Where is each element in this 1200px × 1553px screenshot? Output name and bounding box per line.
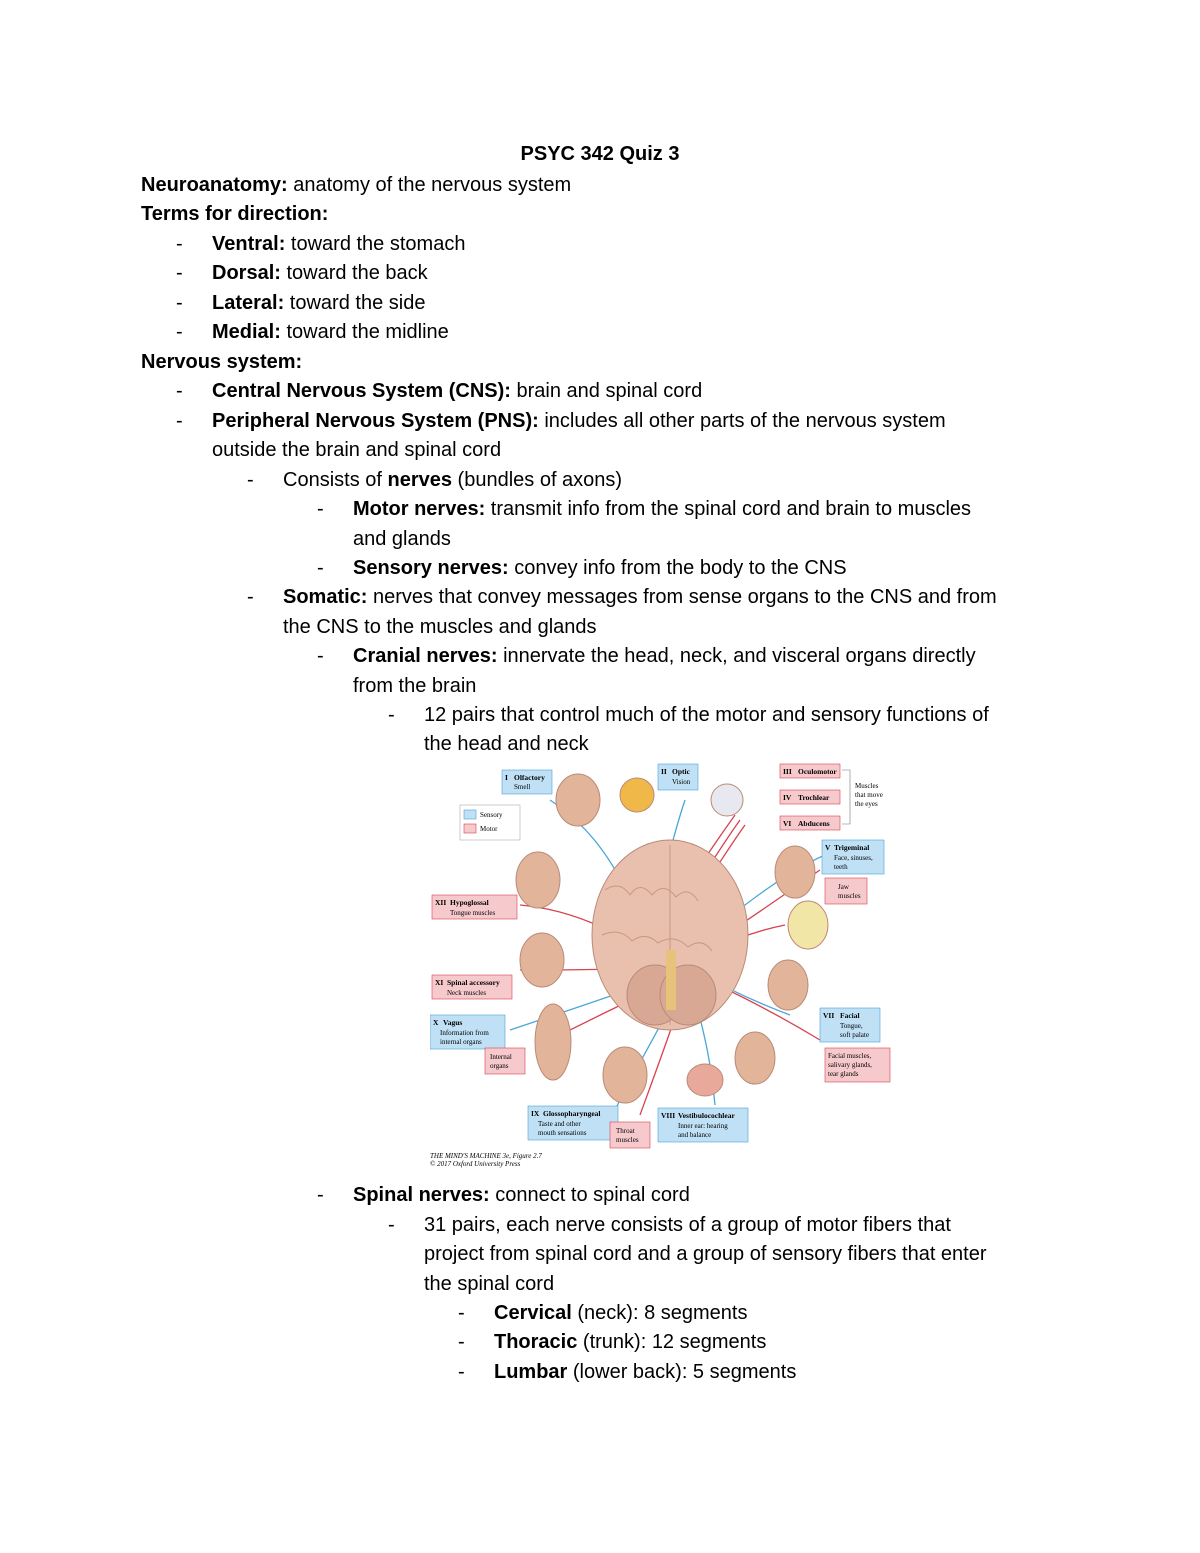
- bullet-dash: -: [388, 704, 395, 726]
- nerve-number: VII: [823, 1011, 835, 1020]
- nerve-number: III: [783, 767, 792, 776]
- continuation: project from spinal cord and a group of sensory fibers that enter: [424, 1243, 987, 1265]
- bullet-dash: -: [317, 1184, 324, 1206]
- function-note: muscles: [838, 892, 861, 900]
- list-item: [212, 231, 465, 257]
- bullet-dash: -: [176, 292, 183, 314]
- term: Neuroanatomy:: [141, 174, 288, 196]
- list-item: [353, 555, 847, 581]
- list-item: 31 pairs, each nerve consists of a group of motor fibers that: [424, 1214, 951, 1236]
- legend-swatch-motor: [464, 824, 476, 833]
- head-illustration: [556, 774, 600, 826]
- term: Cranial nerves:: [353, 645, 498, 667]
- bracket: [842, 770, 850, 824]
- list-item: [283, 467, 622, 493]
- nerve-function: Tongue,: [840, 1022, 863, 1030]
- definition: toward the stomach: [285, 233, 466, 255]
- bullet-dash: -: [458, 1331, 465, 1353]
- definition: toward the back: [280, 262, 428, 284]
- list-item: [212, 290, 425, 316]
- definition: toward the side: [284, 292, 426, 314]
- nerve-function: Neck muscles: [447, 989, 487, 997]
- bullet-dash: -: [317, 498, 324, 520]
- legend-motor: Motor: [480, 825, 498, 833]
- nerve-function: mouth sensations: [538, 1129, 587, 1137]
- bullet-dash: -: [458, 1302, 465, 1324]
- nerve-name: Trochlear: [798, 793, 830, 802]
- nerve-function: Smell: [514, 783, 531, 791]
- function-note: organs: [490, 1062, 509, 1070]
- nerve-function: Information from: [440, 1029, 489, 1037]
- head-illustration: [516, 852, 560, 908]
- list-item: [353, 496, 971, 522]
- heading-text: Terms for direction:: [141, 203, 329, 225]
- function-note: Internal: [490, 1053, 512, 1061]
- bullet-dash: -: [388, 1214, 395, 1236]
- page-title: PSYC 342 Quiz 3: [520, 143, 680, 165]
- nerve-function: Face, sinuses,: [834, 854, 873, 862]
- ear-illustration: [687, 1064, 723, 1096]
- definition: anatomy of the nervous system: [287, 174, 572, 196]
- head-illustration: [520, 933, 564, 987]
- term: Lumbar: [494, 1361, 568, 1383]
- list-item: [494, 1359, 796, 1385]
- function-note: Jaw: [838, 883, 849, 891]
- bullet-dash: -: [176, 262, 183, 284]
- nerve-number: VIII: [661, 1111, 676, 1120]
- continuation: the spinal cord: [424, 1273, 555, 1295]
- continuation: the head and neck: [424, 733, 589, 755]
- term: Cervical: [494, 1302, 572, 1324]
- term: Somatic:: [283, 586, 368, 608]
- legend-sensory: Sensory: [480, 811, 503, 819]
- figure-credit: © 2017 Oxford University Press: [430, 1160, 521, 1168]
- text: Consists of: [283, 469, 388, 491]
- bullet-dash: -: [176, 233, 183, 255]
- term: nerves: [387, 469, 452, 491]
- nerve-name: Abducens: [798, 819, 830, 828]
- nerve-function: Taste and other: [538, 1120, 581, 1128]
- nerve-number: IV: [783, 793, 792, 802]
- definition: convey info from the body to the CNS: [508, 557, 847, 579]
- nerve-name: Optic: [672, 767, 690, 776]
- nerve-number: II: [661, 767, 667, 776]
- bullet-dash: -: [247, 469, 254, 491]
- definition: connect to spinal cord: [489, 1184, 690, 1206]
- nerve-number: X: [433, 1018, 439, 1027]
- legend-swatch-sensory: [464, 810, 476, 819]
- list-item: [212, 260, 428, 286]
- definition: transmit info from the spinal cord and brain to muscles: [485, 498, 972, 520]
- term: Thoracic: [494, 1331, 578, 1353]
- definition: nerves that convey messages from sense organs to the CNS and from: [367, 586, 997, 608]
- nerve-name: Spinal accessory: [447, 978, 500, 987]
- function-note: Muscles: [855, 782, 879, 790]
- function-note: tear glands: [828, 1070, 859, 1078]
- nerve-number: XII: [435, 898, 447, 907]
- label-box-jaw: [825, 878, 867, 904]
- nerve-function: teeth: [834, 863, 848, 871]
- nervous-heading: [141, 349, 302, 375]
- function-note: Throat: [616, 1127, 635, 1135]
- definition: brain and spinal cord: [510, 380, 703, 402]
- head-illustration: [768, 960, 808, 1010]
- list-item: [353, 643, 976, 669]
- figure-caption: THE MIND'S MACHINE 3e, Figure 2.7: [430, 1152, 542, 1160]
- term: Dorsal:: [212, 262, 281, 284]
- nerve-name: Hypoglossal: [450, 898, 489, 907]
- cranial-nerves-figure: [430, 760, 895, 1170]
- nerve-number: V: [825, 843, 831, 852]
- term: Motor nerves:: [353, 498, 486, 520]
- torso-illustration: [535, 1004, 571, 1080]
- bullet-dash: -: [317, 645, 324, 667]
- bullet-dash: -: [176, 380, 183, 402]
- nerve-function: Inner ear: hearing: [678, 1122, 728, 1130]
- term: Central Nervous System (CNS):: [212, 380, 511, 402]
- direction-heading: [141, 201, 328, 227]
- function-note: that move: [855, 791, 883, 799]
- eye-illustration: [711, 784, 743, 816]
- list-item: [494, 1329, 766, 1355]
- list-item: 12 pairs that control much of the motor and sensory functions of: [424, 704, 989, 726]
- cranial-nerves-diagram: [430, 760, 895, 1170]
- term: Lateral:: [212, 292, 285, 314]
- nerve-function: Vision: [672, 778, 691, 786]
- text: (bundles of axons): [451, 469, 623, 491]
- continuation: outside the brain and spinal cord: [212, 439, 502, 461]
- nerve-name: Vestibulocochlear: [678, 1111, 735, 1120]
- definition: (trunk): 12 segments: [577, 1331, 767, 1353]
- eye-illustration: [620, 778, 654, 812]
- label-box-internal-organs: [485, 1048, 525, 1074]
- function-note: Facial muscles,: [828, 1052, 872, 1060]
- nerve-name: Vagus: [443, 1018, 463, 1027]
- term: Ventral:: [212, 233, 286, 255]
- term: Medial:: [212, 321, 281, 343]
- bullet-dash: -: [247, 586, 254, 608]
- nerve-name: Trigeminal: [834, 843, 870, 852]
- term: Spinal nerves:: [353, 1184, 490, 1206]
- nerve-name: Facial: [840, 1011, 860, 1020]
- bullet-dash: -: [176, 410, 183, 432]
- function-note: salivary glands,: [828, 1061, 872, 1069]
- label-box-throat: [610, 1122, 650, 1148]
- nerve-function: Tongue muscles: [450, 909, 496, 917]
- nerve-number: VI: [783, 819, 792, 828]
- head-illustration: [603, 1047, 647, 1103]
- head-illustration: [735, 1032, 775, 1084]
- list-item: [212, 319, 449, 345]
- term: Sensory nerves:: [353, 557, 509, 579]
- neuroanatomy-line: [141, 172, 571, 198]
- skull-illustration: [788, 901, 828, 949]
- nerve-function: internal organs: [440, 1038, 482, 1046]
- nerve-name: Glossopharyngeal: [543, 1109, 601, 1118]
- heading-text: Nervous system:: [141, 351, 303, 373]
- bullet-dash: -: [317, 557, 324, 579]
- term: Peripheral Nervous System (PNS):: [212, 410, 539, 432]
- bullet-dash: -: [458, 1361, 465, 1383]
- function-note: the eyes: [855, 800, 878, 808]
- definition: includes all other parts of the nervous system: [538, 410, 946, 432]
- nerve-function: soft palate: [840, 1031, 869, 1039]
- bullet-dash: -: [176, 321, 183, 343]
- definition: (lower back): 5 segments: [567, 1361, 797, 1383]
- nerve-number: IX: [531, 1109, 540, 1118]
- list-item: [283, 584, 997, 610]
- function-note: muscles: [616, 1136, 639, 1144]
- nerve-number: XI: [435, 978, 444, 987]
- nerve-function: and balance: [678, 1131, 712, 1139]
- continuation: the CNS to the muscles and glands: [283, 616, 597, 638]
- continuation: and glands: [353, 528, 451, 550]
- brain-illustration: [592, 840, 748, 1030]
- list-item: [353, 1182, 690, 1208]
- list-item: [212, 408, 946, 434]
- nerve-number: I: [505, 773, 508, 782]
- definition: (neck): 8 segments: [571, 1302, 748, 1324]
- head-illustration: [775, 846, 815, 898]
- list-item: [494, 1300, 747, 1326]
- definition: innervate the head, neck, and visceral organs directly: [497, 645, 976, 667]
- list-item: [212, 378, 702, 404]
- definition: toward the midline: [280, 321, 449, 343]
- nerve-name: Olfactory: [514, 773, 545, 782]
- nerve-name: Oculomotor: [798, 767, 837, 776]
- continuation: from the brain: [353, 675, 477, 697]
